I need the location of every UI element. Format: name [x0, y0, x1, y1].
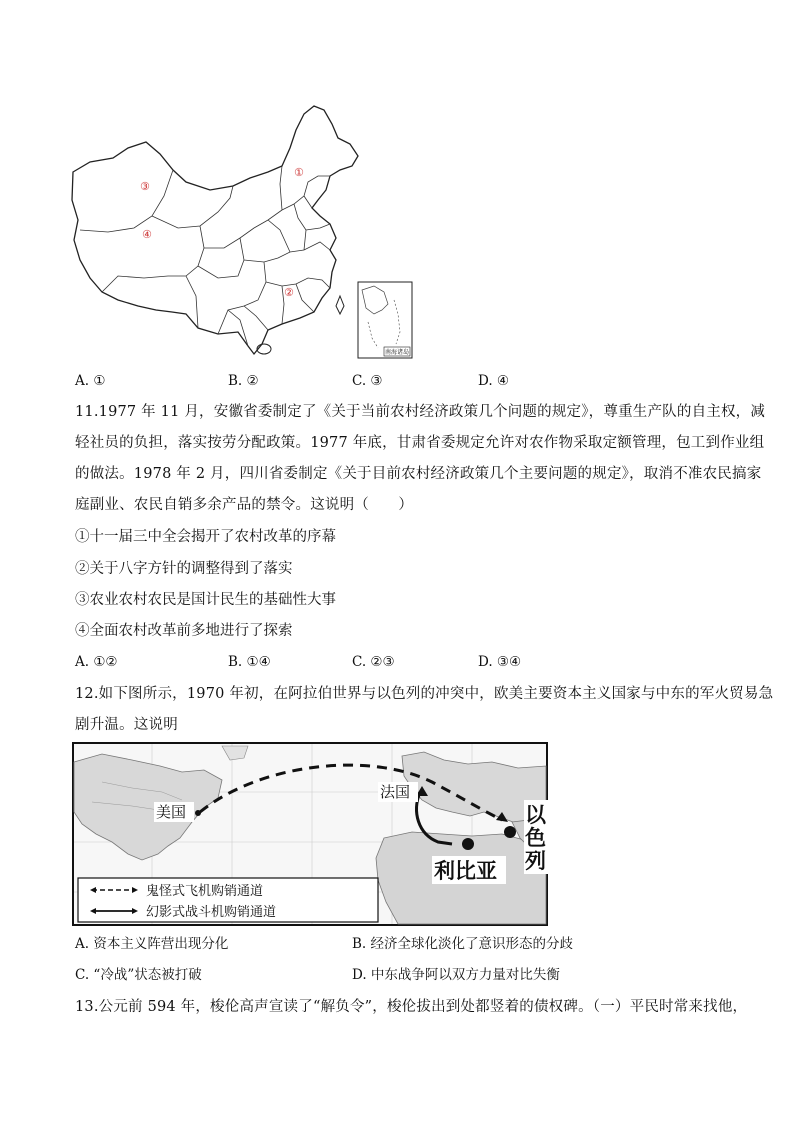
map-marker-3: ③: [140, 180, 150, 193]
q11-statement-3: ③农业农村农民是国计民生的基础性大事: [75, 592, 336, 608]
israel-dot: [504, 826, 516, 838]
q12-line-1: 12.如下图所示，1970 年初，在阿拉伯世界与以色列的冲突中，欧美主要资本主义国家与中东的军火贸易急: [75, 686, 774, 702]
q13-line-1: 13.公元前 594 年，梭伦高声宣读了“解负令”，梭伦拔出到处都竖着的债权碑。（一）平民时常来找他，: [75, 999, 748, 1015]
label-usa: 美国: [156, 803, 187, 821]
q11-option-a[interactable]: A. ①②: [75, 654, 118, 670]
q11-statement-1: ①十一届三中全会揭开了农村改革的序幕: [75, 529, 336, 545]
arms-trade-map: [72, 742, 548, 926]
libya-dot: [462, 838, 474, 850]
legend-mirage: 幻影式战斗机购销通道: [146, 905, 277, 920]
q11-option-d[interactable]: D. ③④: [478, 654, 522, 670]
label-libya: 利比亚: [434, 859, 497, 883]
q11-statement-4: ④全面农村改革前多地进行了探索: [75, 623, 293, 639]
q10-option-a[interactable]: A. ①: [75, 373, 106, 389]
q11-line-2: 轻社员的负担，落实按劳分配政策。1977 年底，甘肃省委规定允许对农作物采取定额管理，包工到作业组: [75, 435, 765, 451]
q12-line-2: 剧升温。这说明: [75, 717, 178, 733]
q12-option-c[interactable]: C. “冷战”状态被打破: [75, 967, 202, 983]
label-france: 法国: [380, 783, 411, 801]
label-israel-2: 色: [525, 826, 546, 850]
q10-option-c[interactable]: C. ③: [352, 373, 383, 389]
q12-option-a[interactable]: A. 资本主义阵营出现分化: [75, 936, 229, 952]
south-china-sea-inset: [358, 282, 412, 358]
map-legend: [78, 878, 378, 922]
map-marker-1: ①: [294, 166, 304, 179]
arms-trade-map-svg: [72, 742, 548, 926]
map-marker-2: ②: [284, 286, 294, 299]
q11-option-b[interactable]: B. ①④: [228, 654, 271, 670]
q11-statement-2: ②关于八字方针的调整得到了落实: [75, 561, 293, 577]
q11-line-3: 的做法。1978 年 2 月，四川省委制定《关于目前农村经济政策几个主要问题的规定》，取消不准农民搞家: [75, 466, 762, 482]
q11-line-4: 庭副业、农民自销多余产品的禁令。这说明（ ）: [75, 497, 414, 513]
china-map-svg: [68, 100, 418, 362]
province-borders: [80, 166, 330, 346]
label-israel-1: 以: [525, 803, 546, 827]
legend-phantom: 鬼怪式飞机购销通道: [146, 884, 264, 899]
q12-option-d[interactable]: D. 中东战争阿以双方力量对比失衡: [352, 967, 560, 983]
q10-option-b[interactable]: B. ②: [228, 373, 259, 389]
q10-option-d[interactable]: D. ④: [478, 373, 510, 389]
map-marker-4: ④: [142, 228, 152, 241]
china-map-figure: [68, 100, 418, 362]
inset-label: 南海诸岛: [385, 349, 410, 356]
taiwan-island: [336, 296, 344, 314]
q11-line-1: 11.1977 年 11 月，安徽省委制定了《关于当前农村经济政策几个问题的规定》，尊重生产队的自主权，减: [75, 404, 766, 420]
q12-option-b[interactable]: B. 经济全球化淡化了意识形态的分歧: [352, 936, 574, 952]
china-outline: [72, 106, 358, 354]
label-israel-3: 列: [525, 849, 546, 873]
hainan-island: [257, 344, 271, 354]
q11-option-c[interactable]: C. ②③: [352, 654, 395, 670]
